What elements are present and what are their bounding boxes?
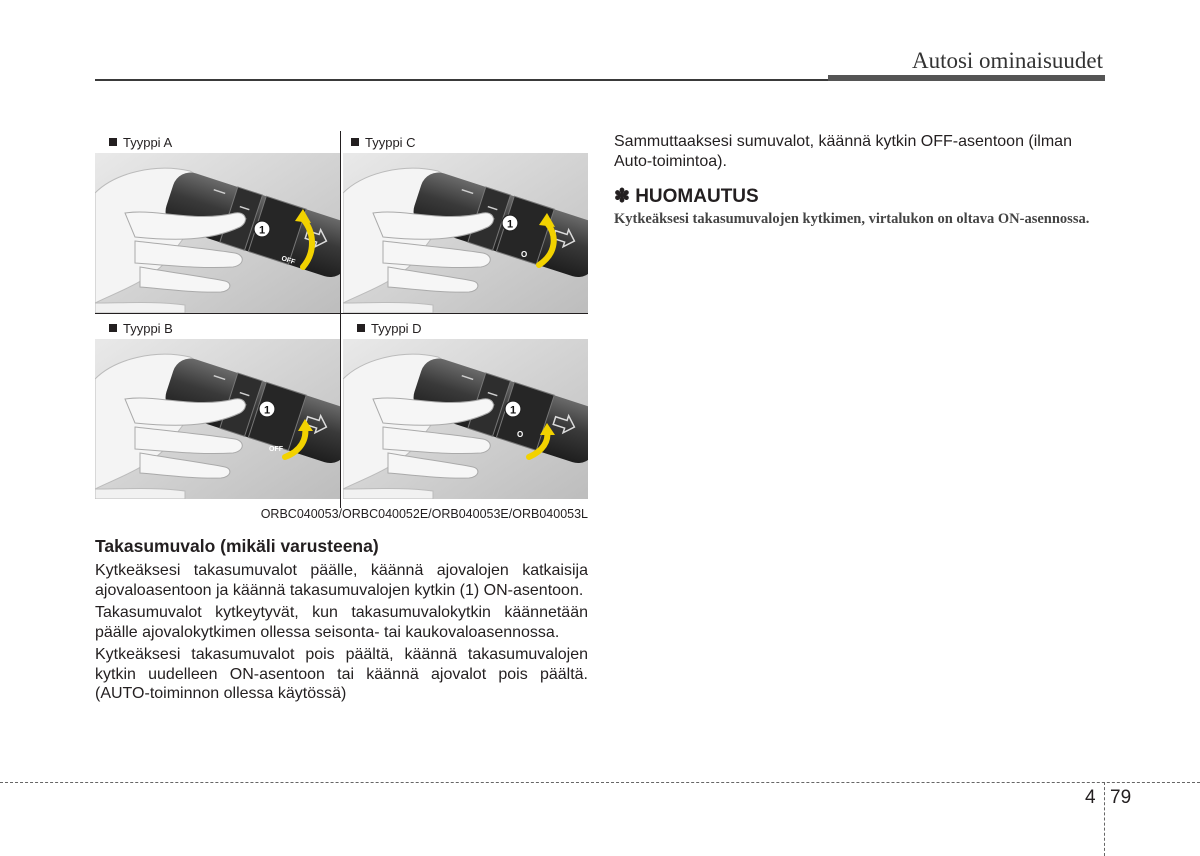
- svg-text:1: 1: [263, 404, 271, 417]
- panel-illustration: [343, 339, 588, 499]
- svg-text:1: 1: [506, 218, 514, 231]
- svg-text:OFF: OFF: [269, 446, 283, 453]
- header-rule: [95, 79, 835, 81]
- svg-text:1: 1: [258, 224, 266, 237]
- switch-figure: [95, 131, 588, 508]
- figure-panel-a: [95, 131, 340, 316]
- note-body: Kytkeäksesi takasumuvalojen kytkimen, virtalukon on oltava ON-asennossa.: [614, 211, 1090, 227]
- body-paragraph: Takasumuvalot kytkeytyvät, kun takasumuvalokytkin käännetään päälle ajovalokytkimen ollessa seisonta- tai kaukovaloasennossa.: [95, 604, 588, 641]
- figure-panel-b: [95, 317, 340, 502]
- page-number: 79: [1110, 787, 1132, 808]
- section-heading: Takasumuvalo (mikäli varusteena): [95, 536, 379, 556]
- right-column: [614, 132, 1106, 228]
- chapter-number: 4: [1085, 787, 1096, 808]
- panel-label: Tyyppi D: [357, 321, 422, 336]
- panel-label: Tyyppi C: [351, 135, 416, 150]
- running-header-title: Autosi ominaisuudet: [911, 48, 1103, 73]
- panel-label: Tyyppi A: [109, 135, 172, 150]
- panel-illustration: [95, 153, 340, 313]
- svg-text:O: O: [521, 250, 528, 259]
- off-instruction: Sammuttaaksesi sumuvalot, käännä kytkin OFF-asentoon (ilman Auto-toimintoa).: [614, 133, 1072, 170]
- figure-panel-d: [343, 317, 588, 502]
- figure-divider-horizontal: [95, 313, 588, 314]
- footer-divider: [1104, 782, 1105, 856]
- figure-divider-vertical: [340, 131, 341, 508]
- body-paragraph: Kytkeäksesi takasumuvalot pois päältä, käännä takasumuvalojen kytkin uudelleen ON-asentoon tai käännä ajovalot pois päältä. (AUTO-toiminnon ollessa käytössä): [95, 646, 588, 702]
- note-heading: ✽ HUOMAUTUS: [614, 186, 759, 207]
- panel-illustration: [343, 153, 588, 313]
- footer-rule: [0, 782, 1200, 783]
- panel-illustration: [95, 339, 340, 499]
- body-paragraph: Kytkeäksesi takasumuvalot päälle, käännä ajovalojen katkaisija ajovaloasentoon ja käännä takasumuvalojen kytkin (1) ON-asentoon.: [95, 562, 588, 599]
- figure-code: ORBC040053/ORBC040052E/ORB040053E/ORB040053L: [260, 507, 588, 521]
- panel-label: Tyyppi B: [109, 321, 173, 336]
- svg-text:OFF: OFF: [280, 255, 296, 267]
- header-rule-accent: [828, 75, 1105, 81]
- svg-text:1: 1: [509, 404, 517, 417]
- svg-text:O: O: [517, 430, 524, 439]
- figure-panel-c: [343, 131, 588, 316]
- section-body: [95, 561, 588, 707]
